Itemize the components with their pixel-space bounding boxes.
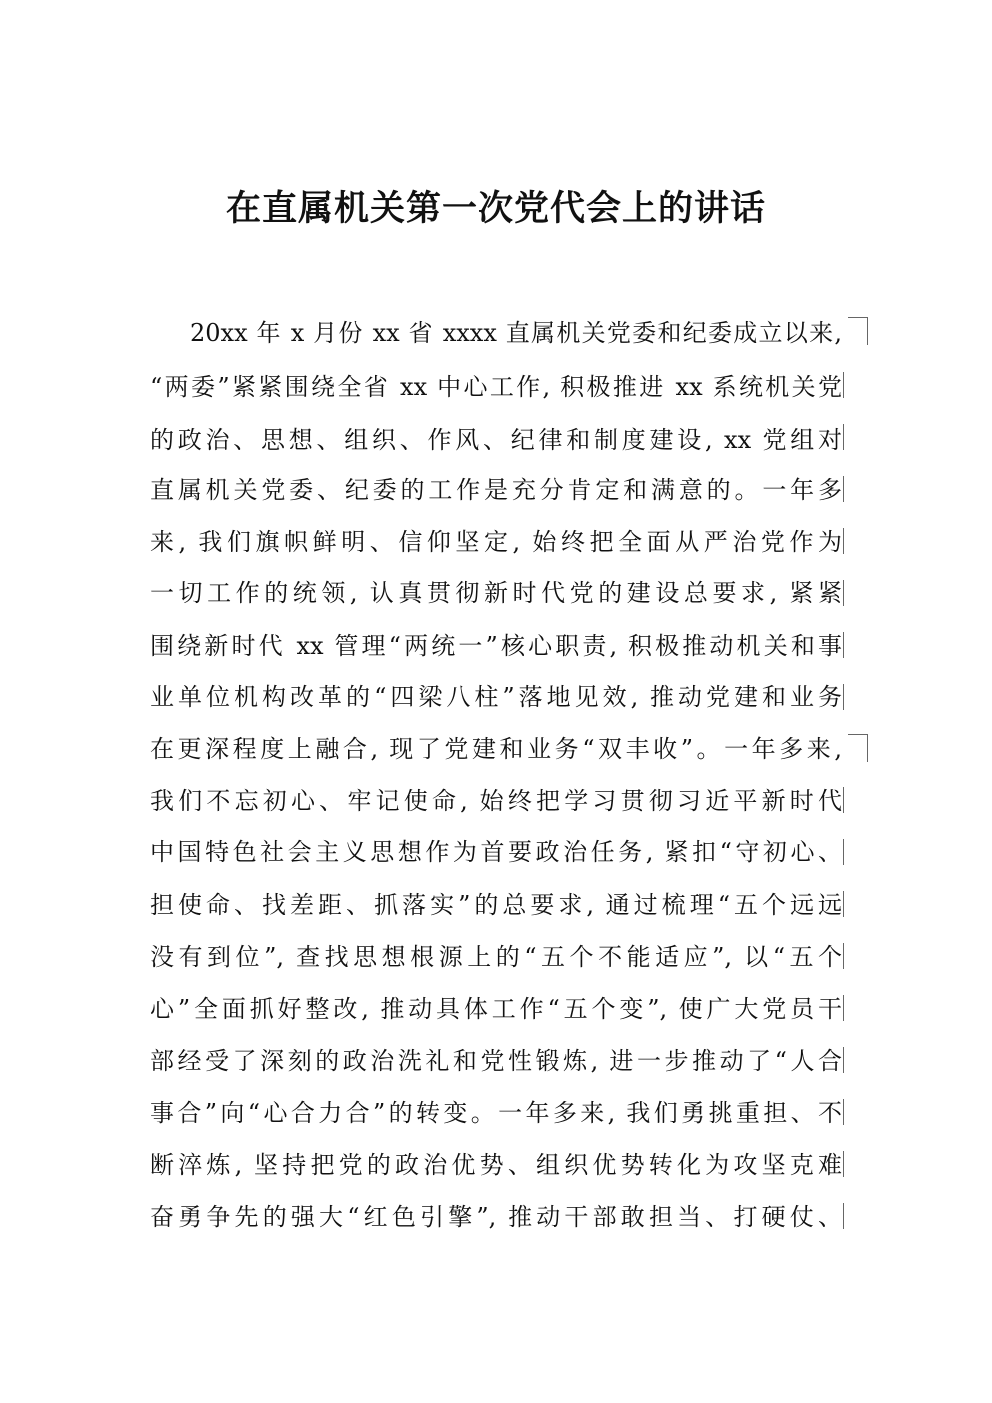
margin-bar-marker — [843, 1151, 844, 1177]
margin-bar-marker — [843, 1047, 844, 1073]
body-line: 20xx 年 x 月份 xx 省 xxxx 直属机关党委和纪委成立以来, — [190, 319, 842, 347]
margin-corner-marker — [848, 317, 868, 345]
margin-bar-marker — [843, 476, 844, 502]
body-line: 部经受了深刻的政治洗礼和党性锻炼, 进一步推动了“人合 — [150, 1047, 842, 1075]
body-line: 担使命、找差距、抓落实”的总要求, 通过梳理“五个远远 — [150, 891, 842, 919]
body-line: 来, 我们旗帜鲜明、信仰坚定, 始终把全面从严治党作为 — [150, 528, 842, 556]
margin-bar-marker — [843, 684, 844, 710]
body-line: 一切工作的统领, 认真贯彻新时代党的建设总要求, 紧紧 — [150, 579, 842, 607]
margin-bar-marker — [843, 1203, 844, 1229]
document-title: 在直属机关第一次党代会上的讲话 — [225, 188, 766, 230]
body-line: 在更深程度上融合, 现了党建和业务“双丰收”。一年多来, — [150, 735, 842, 763]
margin-bar-marker — [843, 424, 844, 450]
body-line: 直属机关党委、纪委的工作是充分肯定和满意的。一年多 — [150, 476, 842, 504]
margin-bar-marker — [843, 632, 844, 658]
body-line: 没有到位”, 查找思想根源上的“五个不能适应”, 以“五个 — [150, 943, 842, 971]
margin-bar-marker — [843, 995, 844, 1021]
margin-corner-marker — [848, 734, 868, 762]
body-line: 断淬炼, 坚持把党的政治优势、组织优势转化为攻坚克难 — [150, 1151, 842, 1179]
margin-bar-marker — [843, 580, 844, 606]
body-line: 围绕新时代 xx 管理“两统一”核心职责, 积极推动机关和事 — [150, 632, 842, 660]
margin-bar-marker — [843, 839, 844, 865]
margin-bar-marker — [843, 891, 844, 917]
margin-bar-marker — [843, 787, 844, 813]
margin-bar-marker — [843, 528, 844, 554]
body-line: 我们不忘初心、牢记使命, 始终把学习贯彻习近平新时代 — [150, 787, 842, 815]
body-line: 的政治、思想、组织、作风、纪律和制度建设, xx 党组对 — [150, 426, 842, 454]
margin-bar-marker — [843, 372, 844, 398]
body-line: 中国特色社会主义思想作为首要政治任务, 紧扣“守初心、 — [150, 838, 842, 866]
margin-bar-marker — [843, 943, 844, 969]
body-line: 奋勇争先的强大“红色引擎”, 推动干部敢担当、打硬仗、 — [150, 1203, 842, 1231]
body-line: 心”全面抓好整改, 推动具体工作“五个变”, 使广大党员干 — [150, 995, 842, 1023]
body-line: 业单位机构改革的“四梁八柱”落地见效, 推动党建和业务 — [150, 683, 842, 711]
margin-bar-marker — [843, 1099, 844, 1125]
body-line: “两委”紧紧围绕全省 xx 中心工作, 积极推进 xx 系统机关党 — [150, 373, 842, 401]
body-line: 事合”向“心合力合”的转变。一年多来, 我们勇挑重担、不 — [150, 1099, 842, 1127]
